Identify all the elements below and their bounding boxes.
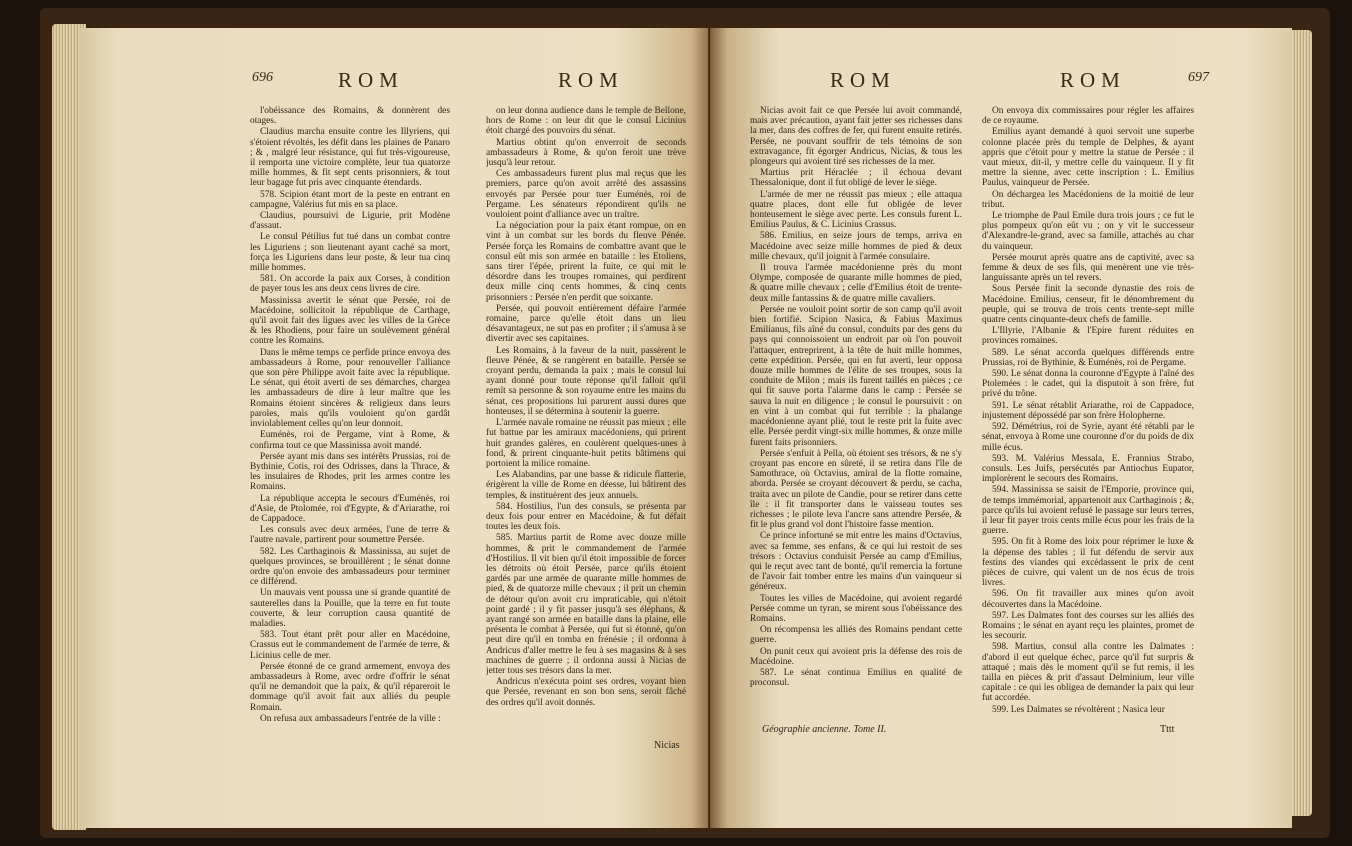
paragraph: Persée, qui pouvoit entièrement défaire l'armée romaine, parce qu'elle étoit dans un lieu désavantageux, ne sut pas en profiter ; il s'amusa à se divertir avec ses capitaines. bbox=[486, 303, 686, 345]
paragraph: Les Alabandins, par une basse & ridicule flatterie, érigèrent la ville de Rome en déesse, lui bâtirent des temples, & instituèrent des jeux annuels. bbox=[486, 470, 686, 501]
paragraph: Persée étonné de ce grand armement, envoya des ambassadeurs à Rome, avec ordre d'offrir le sénat qu'il ne demandoit que la paix, & qu'il répareroit le dommage qu'il avoit fait aux alliés du peuple Romain. bbox=[250, 661, 450, 713]
paragraph: On envoya dix commissaires pour régler les affaires de ce royaume. bbox=[982, 106, 1194, 127]
paragraph: 599. Les Dalmates se révoltèrent ; Nasica leur bbox=[992, 704, 1165, 715]
paragraph: L'Illyrie, l'Albanie & l'Epire furent réduites en provinces romaines. bbox=[982, 326, 1194, 347]
running-head-right-1: ROM bbox=[830, 68, 896, 92]
paragraph: Massinissa avertit le sénat que Persée, roi de Macédoine, sollicitoit la république de Carthage, qu'il avoit fait des ligues avec les villes de la Grèce & les Rhodiens, pour faire un soulèvement général contre les Romains. bbox=[250, 295, 450, 347]
paragraph: Les Romains, à la faveur de la nuit, passèrent le fleuve Pénée, & se rangèrent en bataille. Persée se croyant perdu, demanda la paix ; mais le consul lui ayant donné pour toute réponse qu'il falloit qu'il remît sa personne & son royaume entre les mains du sénat, ces propositions lui parurent aussi dures que honteuses, il se détermina à soutenir la guerre. bbox=[486, 345, 686, 417]
paragraph: 581. On accorde la paix aux Corses, à condition de payer tous les ans deux cens livres de cire. bbox=[250, 274, 450, 295]
paragraph: Andricus n'exécuta point ses ordres, voyant bien que Persée, revenant en son bon sens, seroit fâché des ordres qu'il avoit donnés. bbox=[486, 677, 686, 708]
paragraph: 587. Le sénat continua Emilius en qualité de proconsul. bbox=[750, 667, 962, 689]
signature-mark: Tttt bbox=[1160, 724, 1175, 735]
paragraph: La négociation pour la paix étant rompue, on en vint à un combat sur les bords du fleuve Pénée. Persée força les Romains de combattre avant que le consul eût mis son armée en bataille : les Etoliens, sans tirer l'épée, prirent la fuite, ce qui mit le désordre dans les troupes romaines, qui perdirent deux mille cinq cents hommes, & cinq cents prisonniers : Persée n'en perdit que soixante. bbox=[486, 221, 686, 303]
paragraph: Le consul Pétilius fut tué dans un combat contre les Liguriens ; son lieutenant ayant caché sa mort, força les Liguriens dans leur poste, & leur tua cinq mille hommes. bbox=[250, 232, 450, 274]
paragraph: Claudius marcha ensuite contre les Illyriens, qui s'étoient révoltés, les défit dans les plaines de Panaro ; & , malgré leur résistance, qui fut très-vigoureuse, il remporta une victoire complète, leur tua quatorze mille hommes, & fit sept cents prisonniers, & tout leur bagage fut pris avec cinquante étendards. bbox=[250, 127, 450, 189]
running-head-right-2: ROM bbox=[1060, 68, 1126, 92]
paragraph: 589. Le sénat accorda quelques différends entre Prussias, roi de Bythinie, & Euménès, roi de Pergame. bbox=[982, 347, 1194, 368]
paragraph: 593. M. Valérius Messala, E. Frannius Strabo, consuls. Les Juifs, persécutés par Antiochus Eupator, implorèrent le secours des Romains. bbox=[982, 453, 1194, 485]
paragraph: 578. Scipion étant mort de la peste en entrant en campagne, Valérius fut mis en sa place. bbox=[250, 189, 450, 210]
paragraph: Martius prit Héraclée ; il échoua devant Thessalonique, dont il fut obligé de lever le siège. bbox=[750, 168, 962, 189]
paragraph: 590. Le sénat donna la couronne d'Egypte à l'aîné des Ptolemées : le cadet, qui la disputoit à son frère, fut privé du trône. bbox=[982, 369, 1194, 400]
paragraph: Persée ne vouloit point sortir de son camp qu'il avoit bien fortifié. Scipion Nasica, & Fabius Maximus Emilianus, fils aîné du consul, conduits par des gens du pays qui connoissoient un endroit par où l'on pouvoit l'attaquer, entreprirent, à la tête de huit mille hommes, cette expédition. Persée, qui en fut averti, leur opposa douze mille hommes de l'élite de ses troupes, sous la conduite de Milon ; mais ils furent taillés en pièces ; ce qui fit sauve porta l'alarme dans le camp : Persée se sauva la nuit en diligence ; le consul le poursuivit : on en vint à un combat qui fut terrible : la phalange macédonienne ayant plié, tout le reste prit la fuite avec elle. Persée perdit vingt-six mille hommes, & onze mille furent faits prisonniers. bbox=[750, 304, 962, 448]
paragraph: On punit ceux qui avoient pris la défense des rois de Macédoine. bbox=[750, 646, 962, 667]
left-column-1 bbox=[250, 106, 450, 766]
paragraph: Dans le même temps ce perfide prince envoya des ambassadeurs à Rome, pour renouveller l'alliance que son père Philippe avoit faite avec la république. Le sénat, qui étoit averti de ses démarches, chargea les ambassadeurs de dire à leur maître que les Romains étoient sincères & religieux dans leurs paroles, mais qu'ils vouloient qu'on gardât inviolablement celles qu'on leur donnoit. bbox=[250, 347, 450, 430]
page-number-right: 697 bbox=[1188, 70, 1209, 85]
paragraph: 585. Martius partit de Rome avec douze mille hommes, & prit le commandement de l'armée d'Hostilius. Il vit bien qu'il étoit impossible de forcer les détroits où étoit Persée, parce qu'ils étoient gardés par une armée de quarante mille hommes de pied, & de quatorze mille chevaux ; il prit un chemin de détour qu'on avoit cru impraticable, qui n'étoit point gardé ; il y fit passer jusqu'à ses éléphans, & ayant rangé son armée en bataille dans la plaine, elle présenta le combat à Persée, qui fut si étonné, qu'on peut dire qu'il en tomba en frénésie ; il ordonna à Andricus d'aller mettre le feu à ses magasins & à ses machines de guerre ; il ordonna aussi à Nicias de jetter tous ses trésors dans la mer. bbox=[486, 533, 686, 676]
paragraph: Ce prince infortuné se mit entre les mains d'Octavius, avec sa femme, ses enfans, & ce qui lui restoit de ses trésors : Octavius conduisit Persée au camp d'Emilius, qui le reçut avec tant de bonté, qu'il remercia la fortune de l'avoir fait tomber entre les mains d'un vainqueur si généreux. bbox=[750, 531, 962, 593]
paragraph: On récompensa les alliés des Romains pendant cette guerre. bbox=[750, 625, 962, 646]
paragraph: 591. Le sénat rétablit Ariarathe, roi de Cappadoce, injustement dépossédé par son frère Holopherne. bbox=[982, 400, 1194, 421]
paragraph: Claudius, poursuivi de Ligurie, prit Modène d'assaut. bbox=[250, 211, 450, 232]
paragraph: 598. Martius, consul alla contre les Dalmates : d'abord il eut quelque échec, parce qu'il fut surpris & attaqué ; mais dès le moment qu'il se fut remis, il les tailla en pièces & prit d'assaut Delminium, leur ville capitale : ce qui les obligea de demander la paix qui leur fut accordée. bbox=[982, 642, 1194, 704]
right-column-1 bbox=[750, 106, 962, 716]
page-number-left: 696 bbox=[252, 70, 273, 85]
paragraph: On refusa aux ambassadeurs l'entrée de la ville : bbox=[260, 713, 441, 724]
paragraph: 592. Démétrius, roi de Syrie, ayant été rétabli par le sénat, envoya à Rome une couronne d'or du poids de dix mille écus. bbox=[982, 422, 1194, 453]
paragraph: Martius obtint qu'on enverroit de seconds ambassadeurs à Rome, & qu'on feroit une trève jusqu'à leur retour. bbox=[486, 137, 686, 169]
paragraph: Il trouva l'armée macédonienne près du mont Olympe, composée de quarante mille hommes de pied, & quatre mille chevaux ; celle d'Emilius étoit de trente-deux mille fantassins & de quatre mille cavaliers. bbox=[750, 263, 962, 304]
paragraph: L'armée de mer ne réussit pas mieux ; elle attaqua quatre places, dont elle fut obligée de lever honteusement le siège avec perte. Les consuls furent L. Emilius Paulus, & C. Licinius Crassus. bbox=[750, 189, 962, 231]
paragraph: 596. On fit travailler aux mines qu'on avoit découvertes dans la Macédoine. bbox=[982, 589, 1194, 610]
footer-title: Géographie ancienne. Tome II. bbox=[762, 724, 887, 735]
paragraph: 583. Tout étant prêt pour aller en Macédoine, Crassus eut le commandement de l'armée de terre, & Licinius celle de mer. bbox=[250, 630, 450, 661]
paragraph: La république accepta le secours d'Euménès, roi d'Asie, de Ptolomée, roi d'Egypte, & d'Ariarathe, roi de Cappadoce. bbox=[250, 493, 450, 524]
paragraph: l'obéissance des Romains, & donnèrent des otages. bbox=[250, 106, 450, 127]
paragraph: 594. Massinissa se saisit de l'Emporie, province qui, de temps immémorial, appartenoit aux Carthaginois ; &, parce qu'ils lui avoient refusé le passage sur leurs terres, il leur fit payer trois cents mille écus pour les frais de la guerre. bbox=[982, 485, 1194, 537]
left-column-2 bbox=[486, 106, 686, 738]
paragraph: Sous Persée finit la seconde dynastie des rois de Macédoine. Emilius, censeur, fit le dénombrement du peuple, qui se trouva de trois cents trente-sept mille quatre cents cinquante-deux chefs de famille. bbox=[982, 284, 1194, 326]
paragraph: Persée s'enfuit à Pella, où étoient ses trésors, & ne s'y croyant pas encore en sûreté, il se retira dans l'île de Samothrace, où Octavius, amiral de la flotte romaine, aborda. Persée se croyant découvert & perdu, se cacha, traita avec un pilote de Candie, pour se retirer dans cette île : il fit transporter dans le vaisseau toutes ses richesses ; le pilote leva l'ancre sans attendre Persée, & fit le plus grand vol dont l'histoire fasse mention. bbox=[750, 448, 962, 531]
paragraph: L'armée navale romaine ne réussit pas mieux ; elle fut battue par les amiraux macédoniens, qui prirent huit grandes galères, en coulèrent quelques-unes à fond, & prirent cinquante-huit petits bâtimens qui portoient la milice romaine. bbox=[486, 418, 686, 469]
paragraph: Les consuls avec deux armées, l'une de terre & l'autre navale, partirent pour soumettre Persée. bbox=[250, 525, 450, 546]
paragraph: Un mauvais vent poussa une si grande quantité de sauterelles dans la Pouille, que la terre en fut toute couverte, & leur corruption causa quantité de maladies. bbox=[250, 588, 450, 629]
paragraph: Nicias avoit fait ce que Persée lui avoit commandé, mais avec précaution, ayant fait jetter ses richesses dans la mer, dans des coffres de fer, qui furent ensuite retirés. Persée, ne pouvant souffrir de tels témoins de son extravagance, fit égorger Andricus, Nicias, & tous les plongeurs qui avoient tiré ses richesses de la mer. bbox=[750, 106, 962, 168]
right-page bbox=[710, 28, 1292, 828]
running-head-left-2: ROM bbox=[558, 68, 624, 92]
paragraph: Toutes les villes de Macédoine, qui avoient regardé Persée comme un tyran, se mirent sous l'obéissance des Romains. bbox=[750, 593, 962, 624]
paragraph: Le triomphe de Paul Emile dura trois jours ; ce fut le plus pompeux qu'on eût vu ; on y vit le successeur d'Alexandre-le-grand, avec sa famille, attachés au char du vainqueur. bbox=[982, 211, 1194, 252]
paragraph: on leur donna audience dans le temple de Bellone, hors de Rome : on leur dit que le consul Licinius étoit chargé des pouvoirs du sénat. bbox=[486, 106, 686, 137]
paragraph: Emilius ayant demandé à quoi servoit une superbe colonne placée près du temple de Delphes, & ayant appris que c'étoit pour y mettre la statue de Persée : il vaut mieux, dit-il, y mettre celle du vainqueur. Il y fit mettre la sienne, avec cette inscription : L. Emilius Paulus, vainqueur de Persée. bbox=[982, 127, 1194, 189]
paragraph: 582. Les Carthaginois & Massinissa, au sujet de quelques provinces, se brouillèrent ; le sénat donne ordre qu'on envoie des ambassadeurs pour terminer ce différend. bbox=[250, 546, 450, 588]
left-page bbox=[80, 28, 710, 828]
paragraph: 597. Les Dalmates font des courses sur les alliés des Romains ; le sénat en ayant reçu les plaintes, promet de les secourir. bbox=[982, 610, 1194, 642]
right-column-2 bbox=[982, 106, 1194, 736]
running-head-left-1: ROM bbox=[338, 68, 404, 92]
paragraph: 584. Hostilius, l'un des consuls, se présenta par deux fois pour entrer en Macédoine, & fut défait toutes les deux fois. bbox=[486, 501, 686, 533]
paragraph: 595. On fit à Rome des loix pour réprimer le luxe & la dépense des tables ; il fut défendu de servir aux festins des viandes qui excédassent le prix de cent pièces de cuivre, qui valent un de nos écus de trois livres. bbox=[982, 537, 1194, 589]
paragraph: Persée ayant mis dans ses intérêts Prussias, roi de Bythinie, Cotis, roi des Odrisses, dans la Thrace, & les insulaires de Rhodes, prit les armes contre les Romains. bbox=[250, 451, 450, 493]
paragraph: Euménès, roi de Pergame, vint à Rome, & confirma tout ce que Massinissa avoit mandé. bbox=[250, 430, 450, 451]
paragraph: 586. Emilius, en seize jours de temps, arriva en Macédoine avec seize mille hommes de pied & deux mille chevaux, qu'il joignit à l'armée consulaire. bbox=[750, 231, 962, 262]
paragraph: Ces ambassadeurs furent plus mal reçus que les premiers, parce qu'on avoit arrêté des assassins envoyés par Persée pour tuer Euménès, roi de Pergame. Les sénateurs répondirent qu'ils ne vouloient point d'alliance avec un traître. bbox=[486, 169, 686, 221]
catchword: Nicias bbox=[654, 740, 680, 751]
paragraph: Persée mourut après quatre ans de captivité, avec sa femme & deux de ses fils, qui menèrent une vie très-languissante après un tel revers. bbox=[982, 252, 1194, 284]
page-edges-right bbox=[1290, 30, 1312, 816]
paragraph: On déchargea les Macédoniens de la moitié de leur tribut. bbox=[982, 189, 1194, 210]
